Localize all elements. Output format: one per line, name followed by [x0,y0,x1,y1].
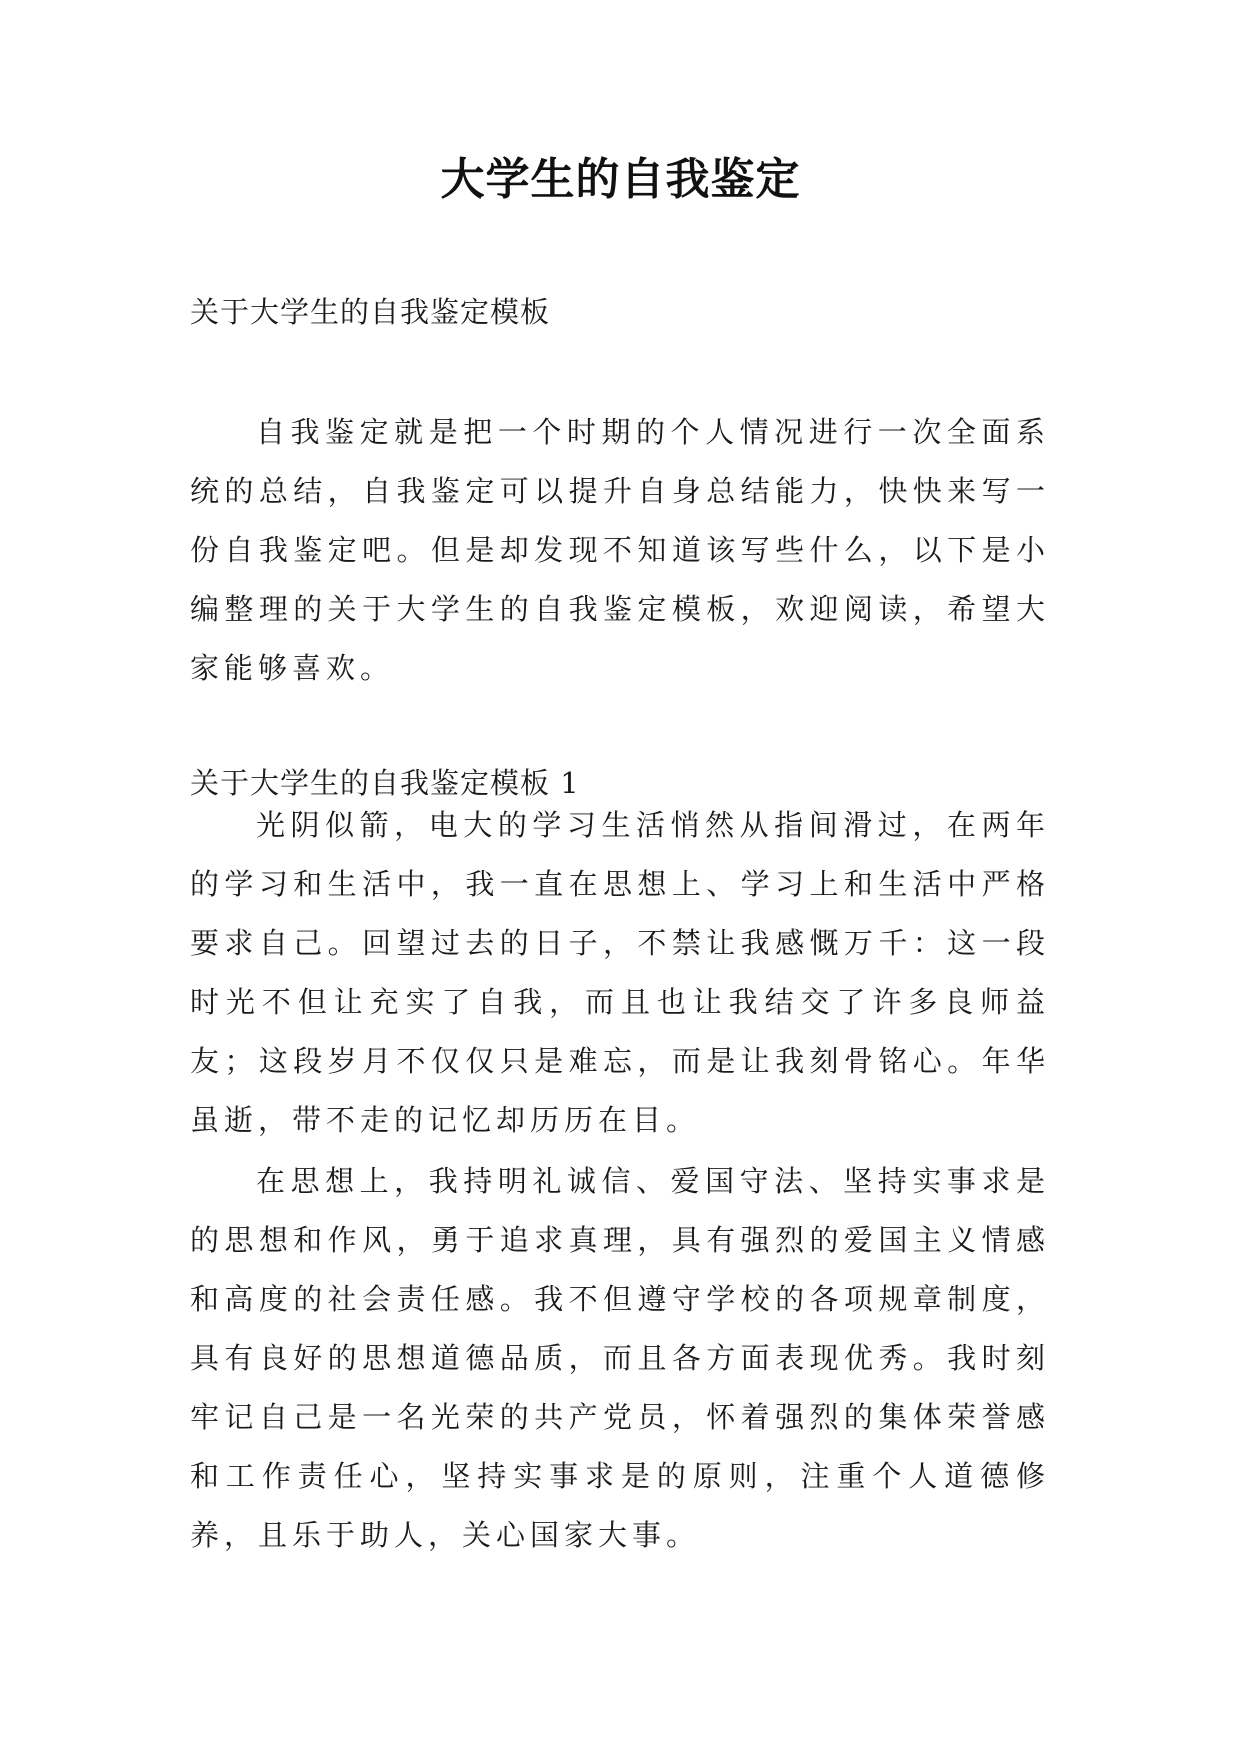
body-paragraph-2: 在思想上，我持明礼诚信、爱国守法、坚持实事求是的思想和作风，勇于追求真理，具有强烈的爱国主义情感和高度的社会责任感。我不但遵守学校的各项规章制度，具有良好的思想道德品质，而且各方面表现优秀。我时刻牢记自己是一名光荣的共产党员，怀着强烈的集体荣誉感和工作责任心，坚持实事求是的原则，注重个人道德修养，且乐于助人，关心国家大事。 [190,1164,1050,1552]
intro-paragraph: 自我鉴定就是把一个时期的个人情况进行一次全面系统的总结，自我鉴定可以提升自身总结能力，快快来写一份自我鉴定吧。但是却发现不知道该写些什么，以下是小编整理的关于大学生的自我鉴定模板，欢迎阅读，希望大家能够喜欢。 [190,415,1050,685]
document-subtitle: 关于大学生的自我鉴定模板 [190,295,551,329]
document-title: 大学生的自我鉴定 [440,154,801,205]
section-heading: 关于大学生的自我鉴定模板 1 [190,766,580,800]
body-paragraph-1: 光阴似箭，电大的学习生活悄然从指间滑过，在两年的学习和生活中，我一直在思想上、学习上和生活中严格要求自己。回望过去的日子，不禁让我感慨万千：这一段时光不但让充实了自我，而且也让我结交了许多良师益友；这段岁月不仅仅只是难忘，而是让我刻骨铭心。年华虽逝，带不走的记忆却历历在目。 [190,808,1050,1137]
